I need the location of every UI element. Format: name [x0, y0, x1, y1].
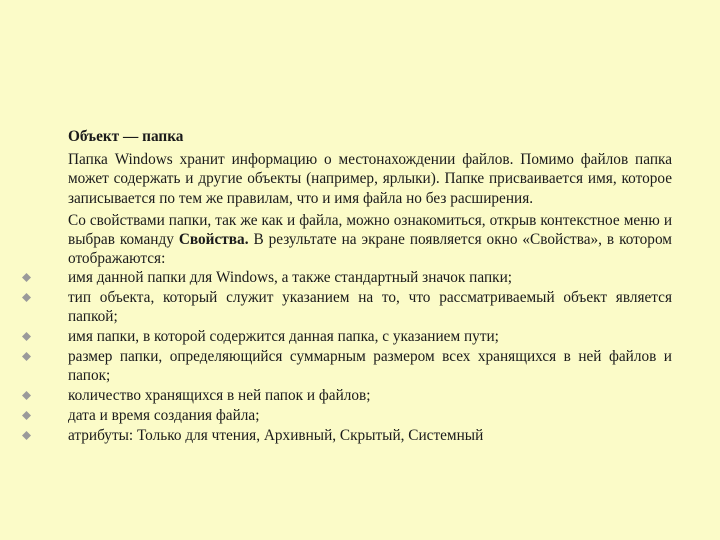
- paragraph-properties: [68, 211, 672, 269]
- list-item: [68, 386, 672, 405]
- list-item-text: имя папки, в которой содержится данная папка, с указанием пути;: [68, 328, 499, 346]
- list-item-text: тип объекта, который служит указанием на то, что рассматриваемый объект является папкой;: [68, 289, 672, 326]
- slide-content: [68, 127, 672, 446]
- diamond-bullet-icon: [22, 332, 31, 341]
- diamond-bullet-icon: [22, 352, 31, 361]
- properties-command: Свойства.: [178, 231, 249, 249]
- paragraph-folder-description: Папка Windows хранит информацию о местонахождении файлов. Помимо файлов папка может содержать и другие объекты (например, ярлыки). Папке присваивается имя, которое записывается по тем же правилам, что и имя файла но без расширения.: [68, 151, 672, 207]
- list-item-text: атрибуты: Только для чтения, Архивный, Скрытый, Системный: [68, 427, 484, 445]
- diamond-bullet-icon: [22, 273, 31, 282]
- slide-title: Объект — папка: [68, 128, 184, 145]
- paragraph-properties-start: Со свойствами папки, так же как и файла, можно ознакомиться, открыв контекстное меню и выбрав команду: [68, 211, 672, 249]
- properties-list: [68, 268, 672, 445]
- list-item-text: количество хранящихся в ней папок и файлов;: [68, 387, 371, 405]
- list-item-text: имя данной папки для Windows, а также стандартный значок папки;: [68, 269, 513, 287]
- list-item: [68, 268, 672, 287]
- list-item: [68, 426, 672, 445]
- list-item: [68, 347, 672, 385]
- list-item: [68, 288, 672, 326]
- paragraph-properties-end: В результате на экране появляется окно «Свойства», в котором отображаются:: [68, 231, 672, 268]
- list-item-text: дата и время создания файла;: [68, 407, 260, 425]
- list-item: [68, 406, 672, 425]
- list-item: [68, 327, 672, 346]
- diamond-bullet-icon: [22, 391, 31, 400]
- diamond-bullet-icon: [22, 293, 31, 302]
- diamond-bullet-icon: [22, 431, 31, 440]
- list-item-text: размер папки, определяющийся суммарным размером всех хранящихся в ней файлов и папок;: [68, 348, 672, 385]
- diamond-bullet-icon: [22, 411, 31, 420]
